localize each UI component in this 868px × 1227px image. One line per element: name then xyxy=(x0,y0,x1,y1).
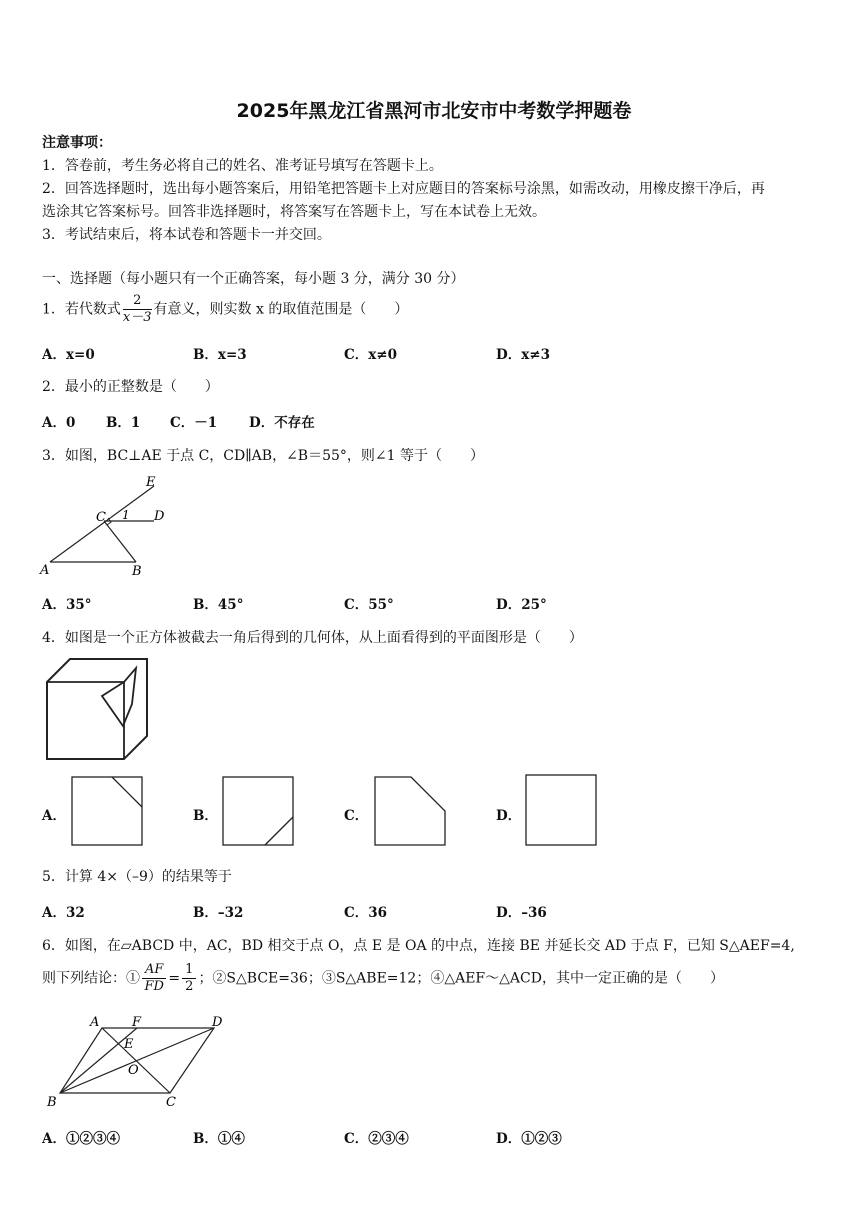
note-item: 2．回答选择题时，选出每小题答案后，用铅笔把答题卡上对应题目的答案标号涂黑，如需改动，用橡皮擦干净后，再 xyxy=(42,181,765,197)
question-2: 2．最小的正整数是（ ） xyxy=(42,379,219,395)
question-1 xyxy=(42,293,408,326)
question-5: 5．计算 4×（–9）的结果等于 xyxy=(42,869,232,885)
q6-line2-suffix: ；②S△BCE=36；③S△ABE=12；④△AEF～△ACD，其中一定正确的是（ ） xyxy=(198,970,724,987)
q4-option-a: A． xyxy=(42,808,66,824)
note-item: 3．考试结束后，将本试卷和答题卡一并交回。 xyxy=(42,227,331,243)
question-4: 4．如图是一个正方体被截去一角后得到的几何体，从上面看得到的平面图形是（ ） xyxy=(42,630,583,646)
section-heading: 一、选择题（每小题只有一个正确答案，每小题 3 分，满分 30 分） xyxy=(42,271,465,287)
q5-option-b: B．–32 xyxy=(193,905,244,921)
q3-option-a: A．35° xyxy=(42,597,92,613)
q3-label-b: B xyxy=(132,564,142,579)
q4-option-d-figure xyxy=(524,773,598,847)
q6-option-b: B．①④ xyxy=(193,1131,245,1147)
q6-parallelogram-figure xyxy=(42,1010,242,1114)
q3-option-d: D．25° xyxy=(496,597,547,613)
q6-option-d: D．①②③ xyxy=(496,1131,562,1147)
q6-label-c: C xyxy=(166,1095,176,1110)
q1-option-b: B．x=3 xyxy=(193,347,247,363)
q6-eq: = xyxy=(168,970,181,987)
q6-line2-prefix: 则下列结论：① xyxy=(42,970,140,987)
q3-option-c: C．55° xyxy=(344,597,394,613)
q6-fraction-af-fd xyxy=(142,962,166,995)
note-item: 1．答卷前，考生务必将自己的姓名、准考证号填写在答题卡上。 xyxy=(42,158,443,174)
q6-option-a: A．①②③④ xyxy=(42,1131,120,1147)
q1-option-d: D．x≠3 xyxy=(496,347,550,363)
q3-option-b: B．45° xyxy=(193,597,244,613)
question-6-line1: 6．如图，在▱ABCD 中，AC，BD 相交于点 O，点 E 是 OA 的中点，连接 BE 并延长交 AD 于点 F，已知 S△AEF=4, xyxy=(42,938,795,954)
q2-option-a: A．0 xyxy=(42,415,76,431)
q5-option-a: A．32 xyxy=(42,905,85,921)
q3-label-a: A xyxy=(40,563,50,578)
q6-label-f: F xyxy=(132,1015,142,1030)
q1-frac-den: x－3 xyxy=(122,310,152,325)
q1-option-c: C．x≠0 xyxy=(344,347,397,363)
q6-label-b: B xyxy=(47,1095,57,1110)
q1-option-a: A．x=0 xyxy=(42,347,95,363)
notes-heading: 注意事项： xyxy=(42,135,112,151)
q6-label-d: D xyxy=(212,1015,223,1030)
q5-option-c: C．36 xyxy=(344,905,388,921)
q1-fraction xyxy=(123,293,152,326)
q6-option-c: C．②③④ xyxy=(344,1131,409,1147)
note-item: 选涂其它答案标号。回答非选择题时，将答案写在答题卡上，写在本试卷上无效。 xyxy=(42,204,546,220)
q6-label-e: E xyxy=(124,1037,134,1052)
q3-label-e: E xyxy=(146,475,156,490)
q4-option-c: C． xyxy=(344,808,369,824)
q4-option-b-figure xyxy=(221,775,295,847)
q4-option-a-figure xyxy=(70,775,144,847)
q2-option-d: D．不存在 xyxy=(249,415,315,431)
q1-frac-num: 2 xyxy=(123,293,152,310)
question-6-line2 xyxy=(42,962,724,995)
q4-option-b: B． xyxy=(193,808,218,824)
q3-label-c: C xyxy=(96,510,106,525)
q6-frac2-den: 2 xyxy=(185,979,194,994)
q3-figure xyxy=(36,472,186,582)
q3-label-d: D xyxy=(154,509,165,524)
q1-suffix: 有意义，则实数 x 的取值范围是（ ） xyxy=(153,301,409,318)
q4-option-d: D． xyxy=(496,808,522,824)
q3-label-1: 1 xyxy=(122,508,130,522)
q6-fraction-half xyxy=(182,962,196,995)
q4-cube-figure xyxy=(44,656,152,764)
q6-frac2-num: 1 xyxy=(182,962,196,979)
q1-prefix: 1．若代数式 xyxy=(42,301,121,318)
page-title: 2025年黑龙江省黑河市北安市中考数学押题卷 xyxy=(236,100,632,122)
q6-frac-den: FD xyxy=(144,979,164,994)
q2-option-b: B．1 xyxy=(106,415,141,431)
q6-label-a: A xyxy=(90,1015,100,1030)
q6-frac-num: AF xyxy=(142,962,166,979)
question-3: 3．如图，BC⊥AE 于点 C，CD∥AB，∠B＝55°，则∠1 等于（ ） xyxy=(42,448,484,464)
q2-option-c: C．－1 xyxy=(170,415,218,431)
q5-option-d: D．–36 xyxy=(496,905,547,921)
q6-label-o: O xyxy=(128,1063,139,1078)
q4-option-c-figure xyxy=(373,775,447,847)
